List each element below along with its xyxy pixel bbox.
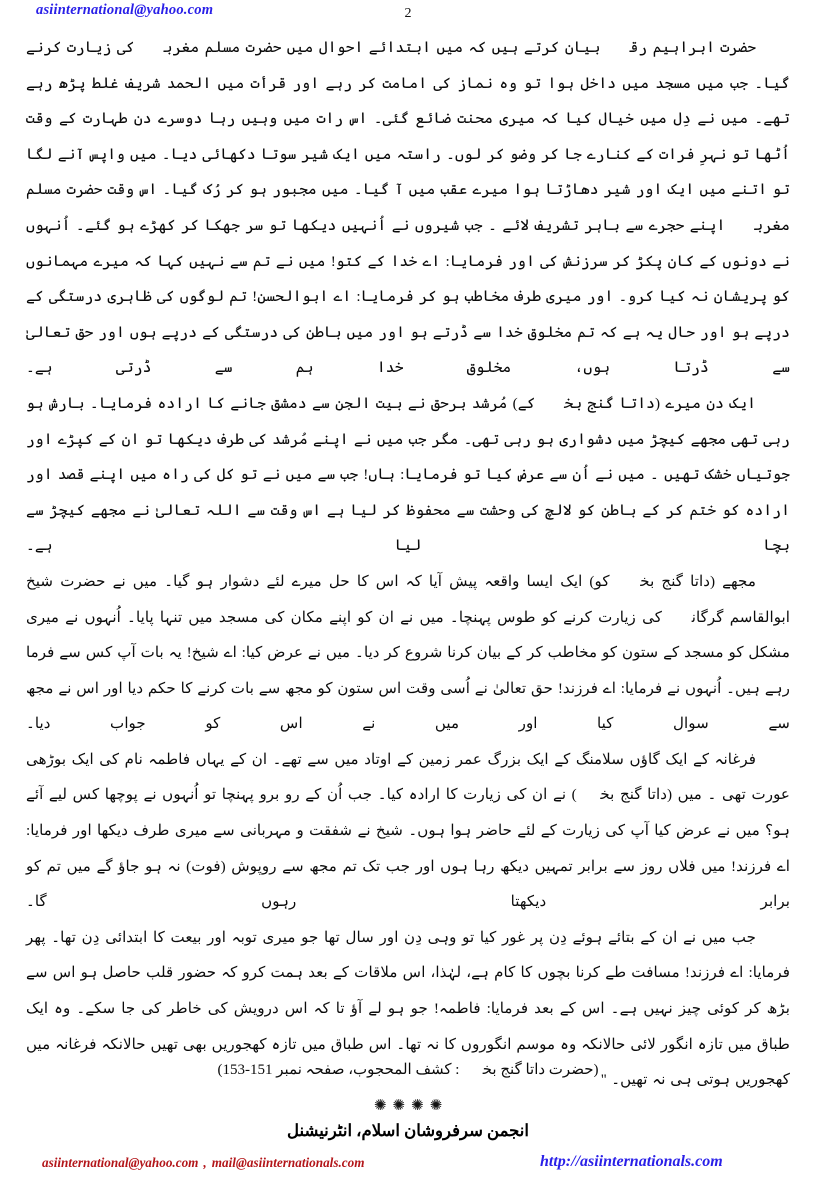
page-number: 2 [404, 6, 412, 21]
source-citation: (حضرت داتا گنج بخشؒ: کشف المحجوب، صفحہ نمبر 151-153) [217, 1062, 599, 1078]
footer-website-url[interactable]: http://asiinternationals.com [540, 1153, 723, 1170]
footer-email-group [42, 1155, 364, 1171]
body-text [26, 30, 790, 1098]
footer-email-primary[interactable]: asiinternational@yahoo.com [42, 1155, 199, 1170]
paragraph: مجھے (داتا گنج بخشؒ کو) ایک ایسا واقعہ پیش آیا کہ اس کا حل میرے لئے دشوار ہو گیا۔ میں نے حضرت شیخ ابوالقاسم گرگانیؒ کی زیارت کرنے کو طوس پہنچا۔ میں نے ان کو اپنے مکان کی مسجد میں تنہا پایا۔ اُنہوں نے میری مشکل کو مسجد کے ستون کو مخاطب کر کے بیان کرنا شروع کر دیا۔ میں نے عرض کیا: اے شیخ! یہ بات آپ کس سے فرما رہے ہیں۔ اُنہوں نے فرمایا: اے فرزند! حق تعالیٰ نے اُسی وقت اس ستون کو مجھ سے بات کرنے کا حکم دیا اور اس نے مجھ سے سوال کیا اور میں نے اس کو جواب دیا۔ [26, 572, 790, 733]
paragraph: فرغانہ کے ایک گاؤں سلامنگ کے ایک بزرگ عمر زمین کے اوتاد میں سے تھے۔ ان کے یہاں فاطمہ نام کی ایک بوڑھی عورت تھی ۔ میں (داتا گنج بخشؒ) نے ان کی زیارت کا ارادہ کیا۔ جب اُن کے رو برو پہنچا تو اُنہوں نے پوچھا کس لیے آئے ہو؟ میں نے عرض کیا آپ کی زیارت کے لئے حاضر ہوا ہوں۔ شیخ نے شفقت و مہربانی سے میری طرف دیکھا اور فرمایا: اے فرزند! میں فلاں روز سے برابر تمہیں دیکھ رہا ہوں اور جب تک تم مجھ سے روپوش (فوت) نہ ہو جاؤ گے میں تم کو برابر دیکھتا رہوں گا۔ [26, 750, 790, 911]
paragraph: حضرت ابراہیم رقیؒ بیان کرتے ہیں کہ میں ابتدائے احوال میں حضرت مسلم مغربیؒ کی زیارت کرنے گیا۔ جب میں مسجد میں داخل ہوا تو وہ نماز کی امامت کر رہے اور قرأت میں الحمد شریف غلط پڑھ رہے تھے۔ میں نے دِل میں خیال کیا کہ میری محنت ضائع گئی۔ اس رات میں وہیں رہا دوسرے دن طہارت کے وقت اُٹھا تو نہرِ فرات کے کنارے جا کر وضو کر لوں۔ راستہ میں ایک شیر سوتا دکھائی دیا۔ میں واپس آنے لگا تو اتنے میں ایک اور شیر دھاڑتا ہوا میرے عقب میں آ گیا۔ میں مجبور ہو کر رُک گیا۔ اس وقت حضرت مسلم مغربیؒ اپنے حجرے سے باہر تشریف لائے ۔ جب شیروں نے اُنہیں دیکھا تو سر جھکا کر کھڑے ہو گئے۔ اُنہوں نے دونوں کے کان پکڑ کر سرزنش کی اور فرمایا: اے خدا کے کتو! میں نے تم سے نہیں کہا کہ میرے مہمانوں کو پریشان نہ کیا کرو۔ اور میری طرف مخاطب ہو کر فرمایا: اے ابوالحسن! تم لوگوں کی ظاہری درستگی کے درپے ہو اور حال یہ ہے کہ تم مخلوق خدا سے ڈرتے ہو اور میں باطن کی درستگی کے درپے ہوں اور حق تعالیٰ سے ڈرتا ہوں، مخلوق خدا ہم سے ڈرتی ہے۔ [26, 39, 790, 377]
ornament-star-icon: ✺ [411, 1096, 424, 1114]
footer-email-separator: , [203, 1155, 207, 1170]
header-email: asiinternational@yahoo.com [36, 2, 214, 18]
ornament-star-icon: ✺ [429, 1096, 443, 1114]
footer-email-secondary[interactable]: mail@asiinternationals.com [211, 1155, 365, 1170]
footer-organization-name: انجمن سرفروشان اسلام، انٹرنیشنل [287, 1121, 529, 1140]
ornament-star-icon: ✺ [373, 1096, 387, 1114]
paragraph: جب میں نے ان کے بتائے ہوئے دِن پر غور کیا تو وہی دِن اور سال تھا جو میری توبہ اور بیعت کا ابتدائی دِن تھا۔ پھر فرمایا: اے فرزند! مسافت طے کرنا بچوں کا کام ہے، لہٰذا، اس ملاقات کے بعد ہمت کرو کہ حضور قلب حاصل ہو اس سے بڑھ کر کوئی چیز نہیں ہے۔ اس کے بعد فرمایا: فاطمہ! جو ہو لے آؤ تا کہ اس درویش کی خاطر کی جا سکے۔ وہ ایک طباق میں تازہ انگور لائی حالانکہ وہ موسم انگوروں کا نہ تھا۔ اس طباق میں تازہ کھجوریں بھی تھیں حالانکہ فرغانہ میں کھجوریں ہوتی ہی نہ تھیں۔ '' [26, 928, 790, 1089]
footer-contacts [0, 1155, 816, 1179]
ornament-divider [0, 1098, 816, 1114]
ornament-star-icon: ✺ [392, 1096, 405, 1114]
paragraph: ایک دن میرے (داتا گنج بخشؒ کے) مُرشد برحق نے بیت الجن سے دمشق جانے کا ارادہ فرمایا۔ بارش ہو رہی تھی مجھے کیچڑ میں دشواری ہو رہی تھی۔ مگر جب میں نے اپنے مُرشد کی طرف دیکھا تو ان کے کپڑے اور جوتیاں خشک تھیں ۔ میں نے اُن سے عرض کیا تو فرمایا: ہاں! جب سے میں نے تو کل کی راہ میں اپنے قصد اور ارادہ کو ختم کر کے باطن کو لالچ کی وحشت سے محفوظ کر لیا ہے اس وقت سے اللہ تعالیٰ نے مجھے کیچڑ سے بچا لیا ہے۔ [26, 394, 790, 555]
